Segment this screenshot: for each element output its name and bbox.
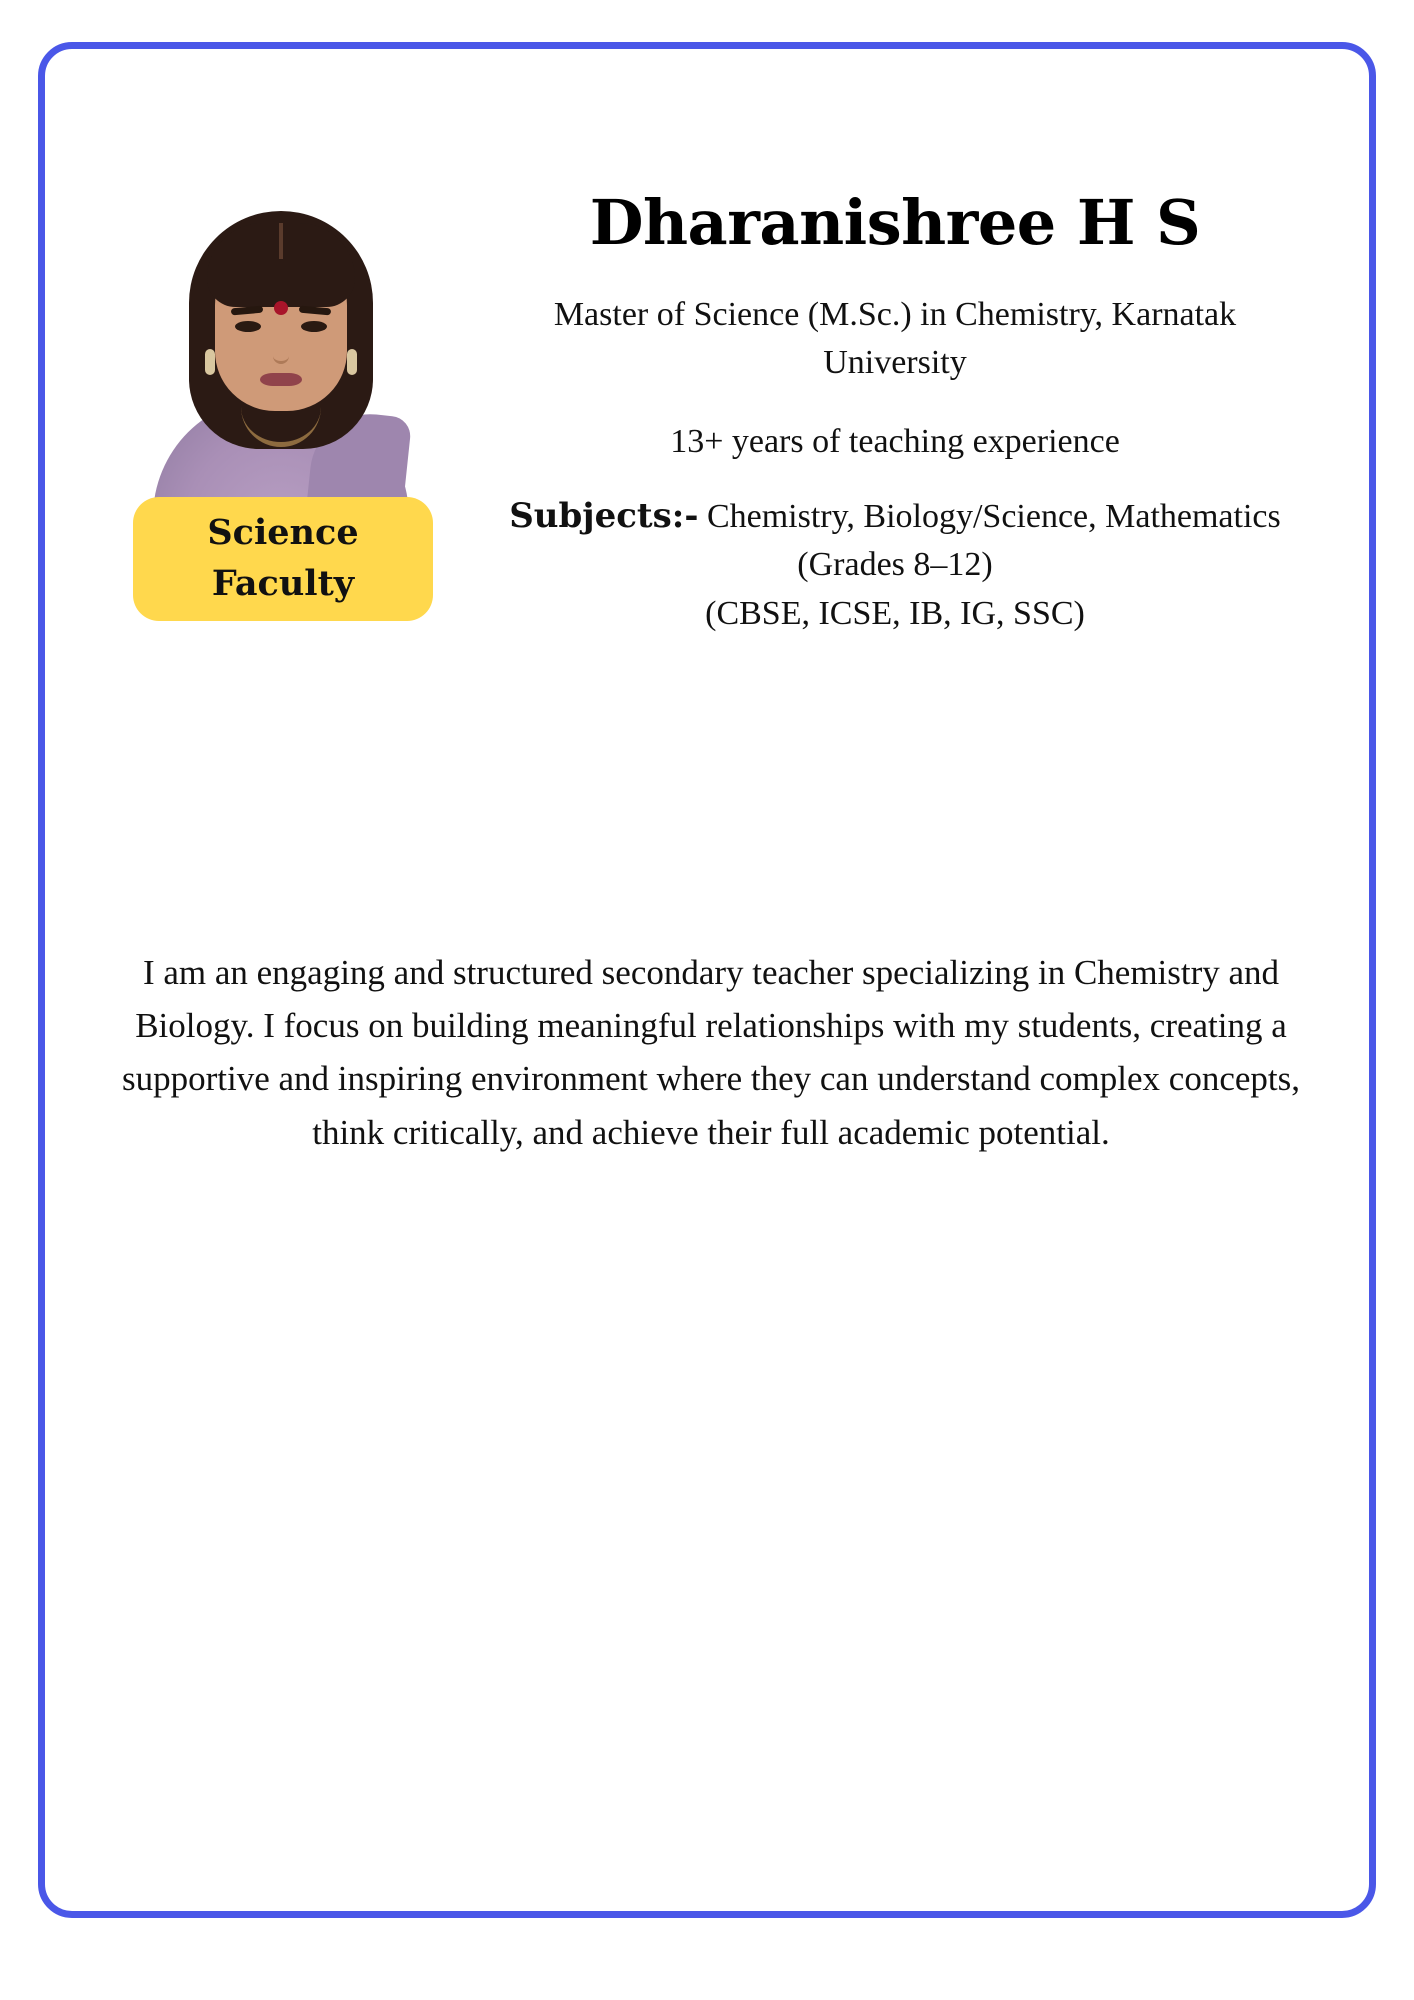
- portrait-earring-left: [205, 349, 215, 375]
- faculty-boards: (CBSE, ICSE, IB, IG, SSC): [705, 594, 1085, 632]
- profile-photo: [147, 197, 415, 517]
- portrait-nose: [273, 339, 289, 364]
- portrait-hair-part: [279, 223, 283, 259]
- faculty-subjects: [505, 492, 1285, 590]
- subjects-label: Subjects:-: [509, 495, 699, 536]
- science-faculty-badge: [133, 497, 433, 621]
- badge-line-2: Faculty: [211, 563, 355, 604]
- portrait-bindi: [274, 301, 288, 315]
- badge-line-1: Science: [207, 512, 359, 554]
- portrait-earring-right: [347, 349, 357, 375]
- portrait-illustration: [147, 197, 415, 517]
- portrait-eye-left: [235, 321, 261, 332]
- faculty-bio: I am an engaging and structured secondary teacher specializing in Chemistry and Biology. I focus on building meaningful relationships with my students, creating a supportive and inspiring environment where they can understand complex concepts, think critically, and achieve their full academic potential.: [121, 953, 1300, 1152]
- subjects-value: Chemistry, Biology/Science, Mathematics (Grades 8–12): [698, 497, 1281, 584]
- info-column: [475, 49, 1355, 638]
- faculty-name: Dharanishree H S: [589, 186, 1201, 259]
- profile-card: [38, 42, 1376, 1918]
- portrait-eye-right: [301, 321, 327, 332]
- portrait-mouth: [260, 373, 302, 386]
- faculty-experience: 13+ years of teaching experience: [670, 422, 1120, 460]
- photo-column: [45, 49, 475, 517]
- faculty-degree: Master of Science (M.Sc.) in Chemistry, Karnatak University: [553, 296, 1237, 382]
